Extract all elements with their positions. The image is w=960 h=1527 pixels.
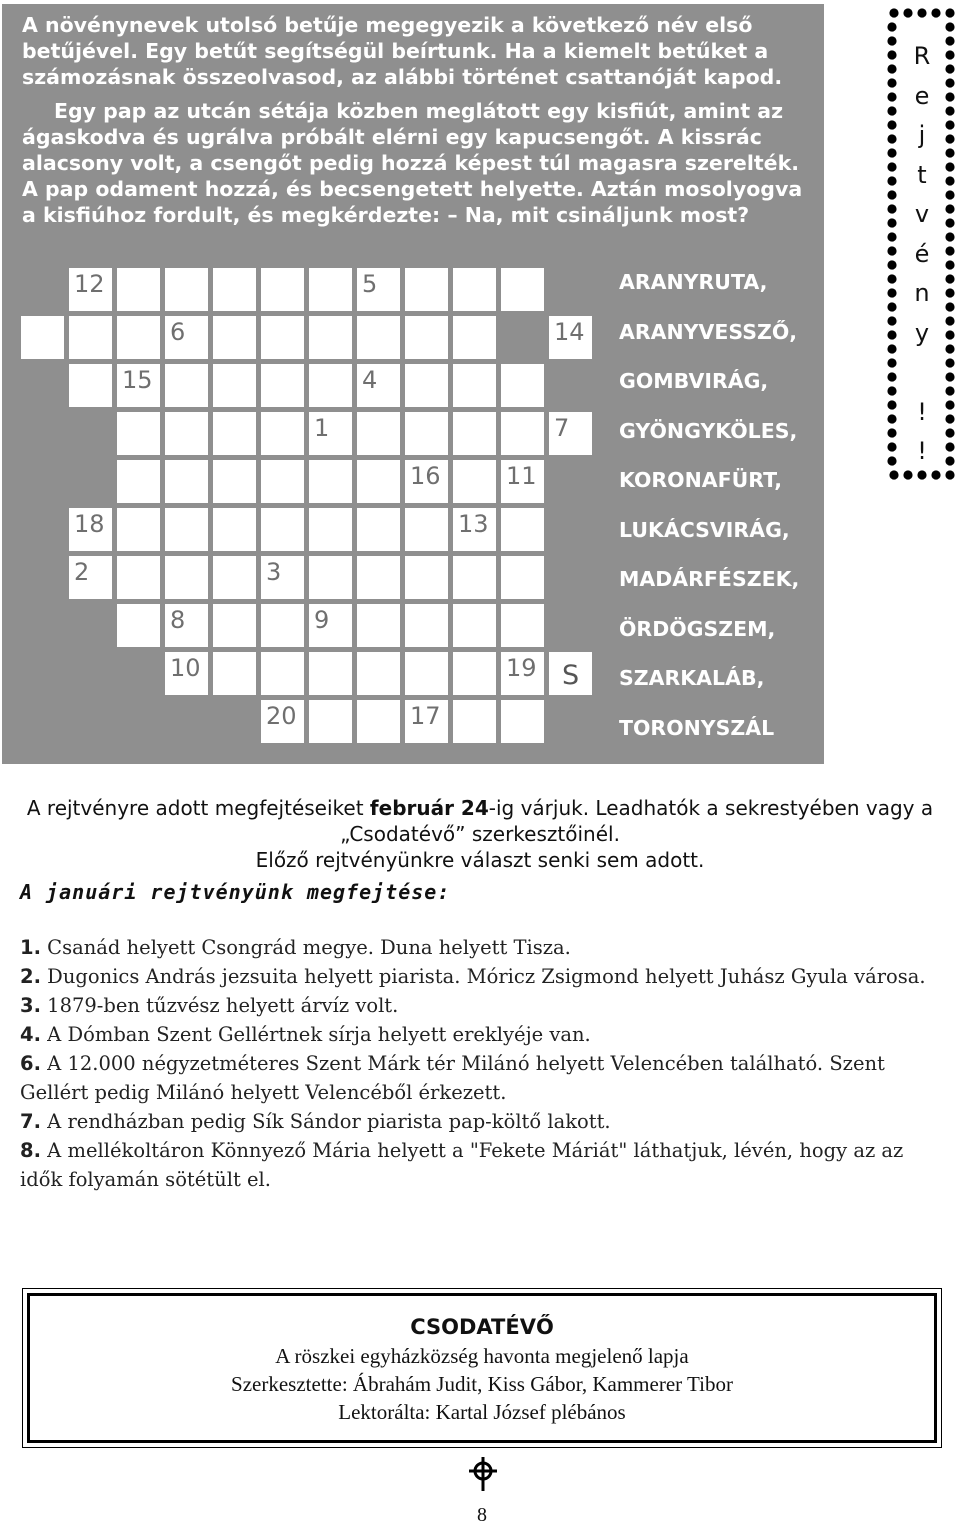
celtic-cross-icon	[466, 1456, 500, 1492]
border-dot	[887, 64, 896, 73]
crossword-cell	[403, 458, 450, 505]
crossword-cell	[259, 362, 306, 409]
puzzle-intro	[22, 12, 812, 228]
border-dot	[945, 344, 954, 353]
cell-number: 2	[74, 558, 90, 586]
solution-item	[20, 1049, 945, 1107]
solution-text: Csanád helyett Csongrád megye. Duna helyett Tisza.	[40, 936, 571, 959]
crossword-cell	[163, 506, 210, 553]
border-dot	[887, 442, 896, 451]
border-dot	[945, 274, 954, 283]
crossword-cell	[499, 362, 546, 409]
crossword-cell	[307, 602, 354, 649]
border-dot	[945, 204, 954, 213]
solution-item	[20, 962, 945, 991]
crossword-cell	[259, 650, 306, 697]
cell-number: 18	[74, 510, 105, 538]
plant-name-list	[619, 266, 819, 761]
solution-text: Dugonics András jezsuita helyett piarista. Móricz Zsigmond helyett Juhász Gyula városa.	[40, 965, 926, 988]
border-dot	[889, 8, 898, 17]
border-dot	[887, 36, 896, 45]
crossword-cell	[211, 362, 258, 409]
border-dot	[945, 64, 954, 73]
crossword-cell	[163, 362, 210, 409]
publication-proofreader: Lektorálta: Kartal József plébános	[338, 1400, 626, 1424]
border-dot	[887, 358, 896, 367]
page-number: 8	[477, 1504, 487, 1526]
crossword-cell	[547, 410, 594, 457]
solution-item	[20, 1020, 945, 1049]
border-dot	[945, 134, 954, 143]
cell-number: 9	[314, 606, 330, 634]
crossword-cell	[67, 266, 114, 313]
border-dot	[945, 176, 954, 185]
solution-number: 1.	[20, 936, 41, 959]
plant-name: ARANYVESSZŐ,	[619, 319, 798, 344]
border-dot	[945, 162, 954, 171]
solution-text: A Dómban Szent Gellértnek sírja helyett ereklyéje van.	[40, 1023, 591, 1046]
crossword-cell	[355, 266, 402, 313]
border-dot	[887, 246, 896, 255]
cell-number: 5	[362, 270, 378, 298]
crossword-cell	[403, 506, 450, 553]
sidebar-vertical-title	[908, 37, 936, 472]
crossword-cell	[163, 650, 210, 697]
crossword-cell	[307, 554, 354, 601]
cell-number: 10	[170, 654, 201, 682]
border-dot	[887, 400, 896, 409]
cell-number: 13	[458, 510, 489, 538]
crossword-cell	[259, 266, 306, 313]
crossword-cell	[451, 266, 498, 313]
border-dot	[945, 456, 954, 465]
plant-name: TORONYSZÁL	[619, 715, 775, 740]
deadline-pre: A rejtvényre adott megfejtéseiket	[26, 796, 370, 820]
border-dot	[931, 8, 940, 17]
crossword-cell	[307, 314, 354, 361]
crossword-cell	[115, 314, 162, 361]
cell-number: 20	[266, 702, 297, 730]
crossword-cell	[451, 362, 498, 409]
crossword-cell	[259, 698, 306, 745]
plant-name: LUKÁCSVIRÁG,	[619, 517, 790, 542]
crossword-cell	[163, 410, 210, 457]
crossword-cell	[499, 266, 546, 313]
crossword-cell	[259, 506, 306, 553]
publication-editors: Szerkesztette: Ábrahám Judit, Kiss Gábor, Kammerer Tibor	[231, 1372, 733, 1396]
intro-story: Egy pap az utcán sétája közben meglátott egy kisfiút, amint az ágaskodva és ugrálva próbált elérni egy kapucsengőt. A kissrác alacsony volt, a csengőt pedig hozzá képest túl magasra szerelték. A pap odament hozzá, és becsengetett helyette. Aztán mosolyogva a kisfiúhoz fordult, és megkérdezte: – Na, mit csináljunk most?	[22, 99, 803, 227]
cell-number: 19	[506, 654, 537, 682]
crossword-cell	[67, 314, 114, 361]
border-dot	[887, 456, 896, 465]
border-dot	[887, 190, 896, 199]
deadline-date: február 24	[369, 796, 489, 820]
border-dot	[945, 288, 954, 297]
plant-name: GYÖNGYKÖLES,	[619, 418, 798, 443]
border-dot	[887, 274, 896, 283]
cell-number: 1	[314, 414, 330, 442]
plant-name: ARANYRUTA,	[619, 270, 768, 294]
border-dot	[887, 218, 896, 227]
publication-title: CSODATÉVŐ	[410, 1315, 554, 1339]
crossword-cell	[499, 602, 546, 649]
crossword-cell	[211, 266, 258, 313]
border-dot	[945, 372, 954, 381]
border-dot	[945, 358, 954, 367]
cell-given-letter: S	[562, 660, 580, 691]
crossword-cell	[211, 506, 258, 553]
crossword-cell	[163, 458, 210, 505]
plant-name: MADÁRFÉSZEK,	[619, 567, 800, 591]
solution-number: 7.	[20, 1110, 41, 1133]
crossword-cell	[403, 314, 450, 361]
border-dot	[945, 414, 954, 423]
crossword-cell	[499, 698, 546, 745]
border-dot	[887, 134, 896, 143]
border-dot	[931, 470, 940, 479]
border-dot	[945, 50, 954, 59]
solution-item	[20, 1136, 945, 1194]
crossword-cell	[547, 314, 594, 361]
crossword-cell	[115, 362, 162, 409]
crossword-cell	[403, 650, 450, 697]
crossword-cell	[355, 410, 402, 457]
crossword-cell	[211, 650, 258, 697]
crossword-cell	[547, 650, 594, 697]
solutions-heading: A januári rejtvényünk megfejtése:	[20, 880, 451, 904]
crossword-cell	[307, 650, 354, 697]
crossword-cell	[259, 554, 306, 601]
border-dot	[887, 302, 896, 311]
crossword-cell	[307, 506, 354, 553]
border-dot	[945, 428, 954, 437]
crossword-cell	[67, 362, 114, 409]
crossword-cell	[115, 602, 162, 649]
border-dot	[945, 260, 954, 269]
crossword-cell	[307, 410, 354, 457]
border-dot	[917, 470, 926, 479]
solution-number: 8.	[20, 1139, 41, 1162]
crossword-cell	[211, 410, 258, 457]
crossword-cell	[259, 410, 306, 457]
solution-text: A rendházban pedig Sík Sándor piarista pap-költő lakott.	[40, 1110, 611, 1133]
crossword-cell	[451, 698, 498, 745]
border-dot	[887, 148, 896, 157]
border-dot	[887, 232, 896, 241]
border-dot	[887, 176, 896, 185]
cell-number: 3	[266, 558, 282, 586]
crossword-cell	[403, 698, 450, 745]
border-dot	[889, 470, 898, 479]
crossword-cell	[115, 410, 162, 457]
border-dot	[945, 442, 954, 451]
border-dot	[945, 316, 954, 325]
crossword-cell	[355, 650, 402, 697]
solutions-list	[20, 933, 945, 1194]
border-dot	[945, 302, 954, 311]
sidebar-letter: e	[914, 81, 930, 110]
publication-info-box	[22, 1288, 942, 1448]
border-dot	[945, 232, 954, 241]
border-dot	[945, 190, 954, 199]
crossword-cell	[355, 602, 402, 649]
sidebar-letter: y	[914, 318, 930, 347]
border-dot	[887, 106, 896, 115]
cell-number: 4	[362, 366, 378, 394]
border-dot	[945, 330, 954, 339]
plant-name: KORONAFÜRT,	[619, 468, 782, 492]
sidebar-letter: R	[913, 42, 931, 70]
border-dot	[887, 414, 896, 423]
border-dot	[887, 50, 896, 59]
crossword-cell	[403, 602, 450, 649]
cell-number: 15	[122, 366, 153, 394]
solution-text: A 12.000 négyzetméteres Szent Márk tér Milánó helyett Velencében található. Szent Gellért pedig Milánó helyett Velencéből érkezett.	[20, 1052, 885, 1104]
plant-name: SZARKALÁB,	[619, 666, 765, 690]
crossword-cell	[355, 506, 402, 553]
crossword-cell	[259, 314, 306, 361]
crossword-cell	[355, 458, 402, 505]
deadline-post: -ig várjuk. Leadhatók a sekrestyében vagy a „Csodatévő” szerkesztőinél.	[340, 796, 934, 846]
border-dot	[945, 120, 954, 129]
crossword-cell	[163, 266, 210, 313]
solution-item	[20, 991, 945, 1020]
crossword-cell	[355, 698, 402, 745]
crossword-cell	[451, 506, 498, 553]
sidebar-letter: !	[917, 437, 927, 465]
sidebar-letter: é	[914, 239, 930, 268]
border-dot	[945, 36, 954, 45]
cell-number: 8	[170, 606, 186, 634]
border-dot	[887, 386, 896, 395]
crossword-cell	[307, 458, 354, 505]
sidebar-letter: t	[917, 160, 927, 189]
cell-number: 16	[410, 462, 441, 490]
crossword-cell	[451, 458, 498, 505]
crossword-cell	[67, 506, 114, 553]
border-dot	[945, 218, 954, 227]
border-dot	[887, 92, 896, 101]
previous-answer-note: Előző rejtvényünkre választ senki sem adott.	[255, 848, 705, 872]
crossword-cell	[499, 506, 546, 553]
cell-number: 7	[554, 414, 570, 442]
crossword-cell	[451, 554, 498, 601]
crossword-cell	[403, 266, 450, 313]
border-dot	[887, 22, 896, 31]
border-dot	[887, 260, 896, 269]
cell-number: 6	[170, 318, 186, 346]
crossword-cell	[115, 266, 162, 313]
border-dot	[887, 120, 896, 129]
crossword-cell	[211, 602, 258, 649]
crossword-cell	[499, 458, 546, 505]
border-dot	[887, 344, 896, 353]
crossword-cell	[211, 554, 258, 601]
border-dot	[887, 162, 896, 171]
solution-number: 3.	[20, 994, 41, 1017]
border-dot	[945, 386, 954, 395]
crossword-cell	[451, 410, 498, 457]
crossword-cell	[355, 314, 402, 361]
border-dot	[887, 204, 896, 213]
crossword-cell	[259, 458, 306, 505]
border-dot	[887, 288, 896, 297]
border-dot	[945, 22, 954, 31]
border-dot	[887, 78, 896, 87]
deadline-notice	[20, 795, 940, 873]
solution-number: 6.	[20, 1052, 41, 1075]
solution-number: 2.	[20, 965, 41, 988]
crossword-cell	[355, 362, 402, 409]
crossword-cell	[403, 362, 450, 409]
crossword-cell	[19, 314, 66, 361]
rejtveny-sidebar	[884, 5, 958, 483]
crossword-cell	[499, 554, 546, 601]
crossword-cell	[163, 314, 210, 361]
cell-number: 17	[410, 702, 441, 730]
solution-item	[20, 1107, 945, 1136]
border-dot	[945, 246, 954, 255]
crossword-cell	[403, 554, 450, 601]
crossword-cell	[307, 362, 354, 409]
crossword-cell	[211, 314, 258, 361]
puzzle-panel	[2, 4, 824, 764]
border-dot	[903, 470, 912, 479]
sidebar-letter: j	[918, 121, 926, 149]
border-dot	[917, 8, 926, 17]
crossword-cell	[499, 650, 546, 697]
cell-number: 11	[506, 462, 537, 490]
border-dot	[945, 78, 954, 87]
sidebar-letter: v	[914, 200, 930, 228]
crossword-cell	[115, 506, 162, 553]
border-dot	[945, 470, 954, 479]
border-dot	[945, 148, 954, 157]
crossword-cell	[163, 602, 210, 649]
border-dot	[903, 8, 912, 17]
intro-instructions: A növénynevek utolsó betűje megegyezik a következő név első betűjével. Egy betűt segítségül beírtunk. Ha a kiemelt betűket a számozásnak összeolvasod, az alábbi történet csattanóját kapod.	[22, 13, 783, 89]
crossword-cell	[451, 314, 498, 361]
crossword-cell	[403, 410, 450, 457]
crossword-cell	[211, 458, 258, 505]
deadline-text	[20, 795, 940, 847]
crossword-cell	[115, 554, 162, 601]
border-dot	[887, 428, 896, 437]
crossword-cell	[499, 410, 546, 457]
solution-text: 1879-ben tűzvész helyett árvíz volt.	[40, 994, 399, 1017]
crossword-cell	[355, 554, 402, 601]
border-dot	[945, 92, 954, 101]
sidebar-letter: n	[914, 279, 930, 307]
crossword-cell	[451, 602, 498, 649]
border-dot	[887, 330, 896, 339]
publication-info-inner	[27, 1293, 937, 1443]
crossword-cell	[67, 554, 114, 601]
cell-number: 14	[554, 318, 585, 346]
border-dot	[887, 372, 896, 381]
crossword-cell	[163, 554, 210, 601]
plant-name: ÖRDÖGSZEM,	[619, 616, 776, 641]
solution-number: 4.	[20, 1023, 41, 1046]
crossword-cell	[451, 650, 498, 697]
crossword-cell	[115, 458, 162, 505]
crossword-cell	[259, 602, 306, 649]
sidebar-letter	[908, 353, 936, 393]
solution-item	[20, 933, 945, 962]
publication-description: A röszkei egyházközség havonta megjelenő lapja	[275, 1344, 689, 1368]
plant-name: GOMBVIRÁG,	[619, 369, 769, 393]
sidebar-letter: !	[917, 397, 927, 426]
cell-number: 12	[74, 270, 105, 298]
border-dot	[945, 8, 954, 17]
border-dot	[945, 400, 954, 409]
crossword-cell	[307, 698, 354, 745]
crossword-cell	[307, 266, 354, 313]
border-dot	[945, 106, 954, 115]
border-dot	[887, 316, 896, 325]
solution-text: A mellékoltáron Könnyező Mária helyett a "Fekete Máriát" láthatjuk, lévén, hogy az az idők folyamán sötétült el.	[20, 1139, 904, 1191]
